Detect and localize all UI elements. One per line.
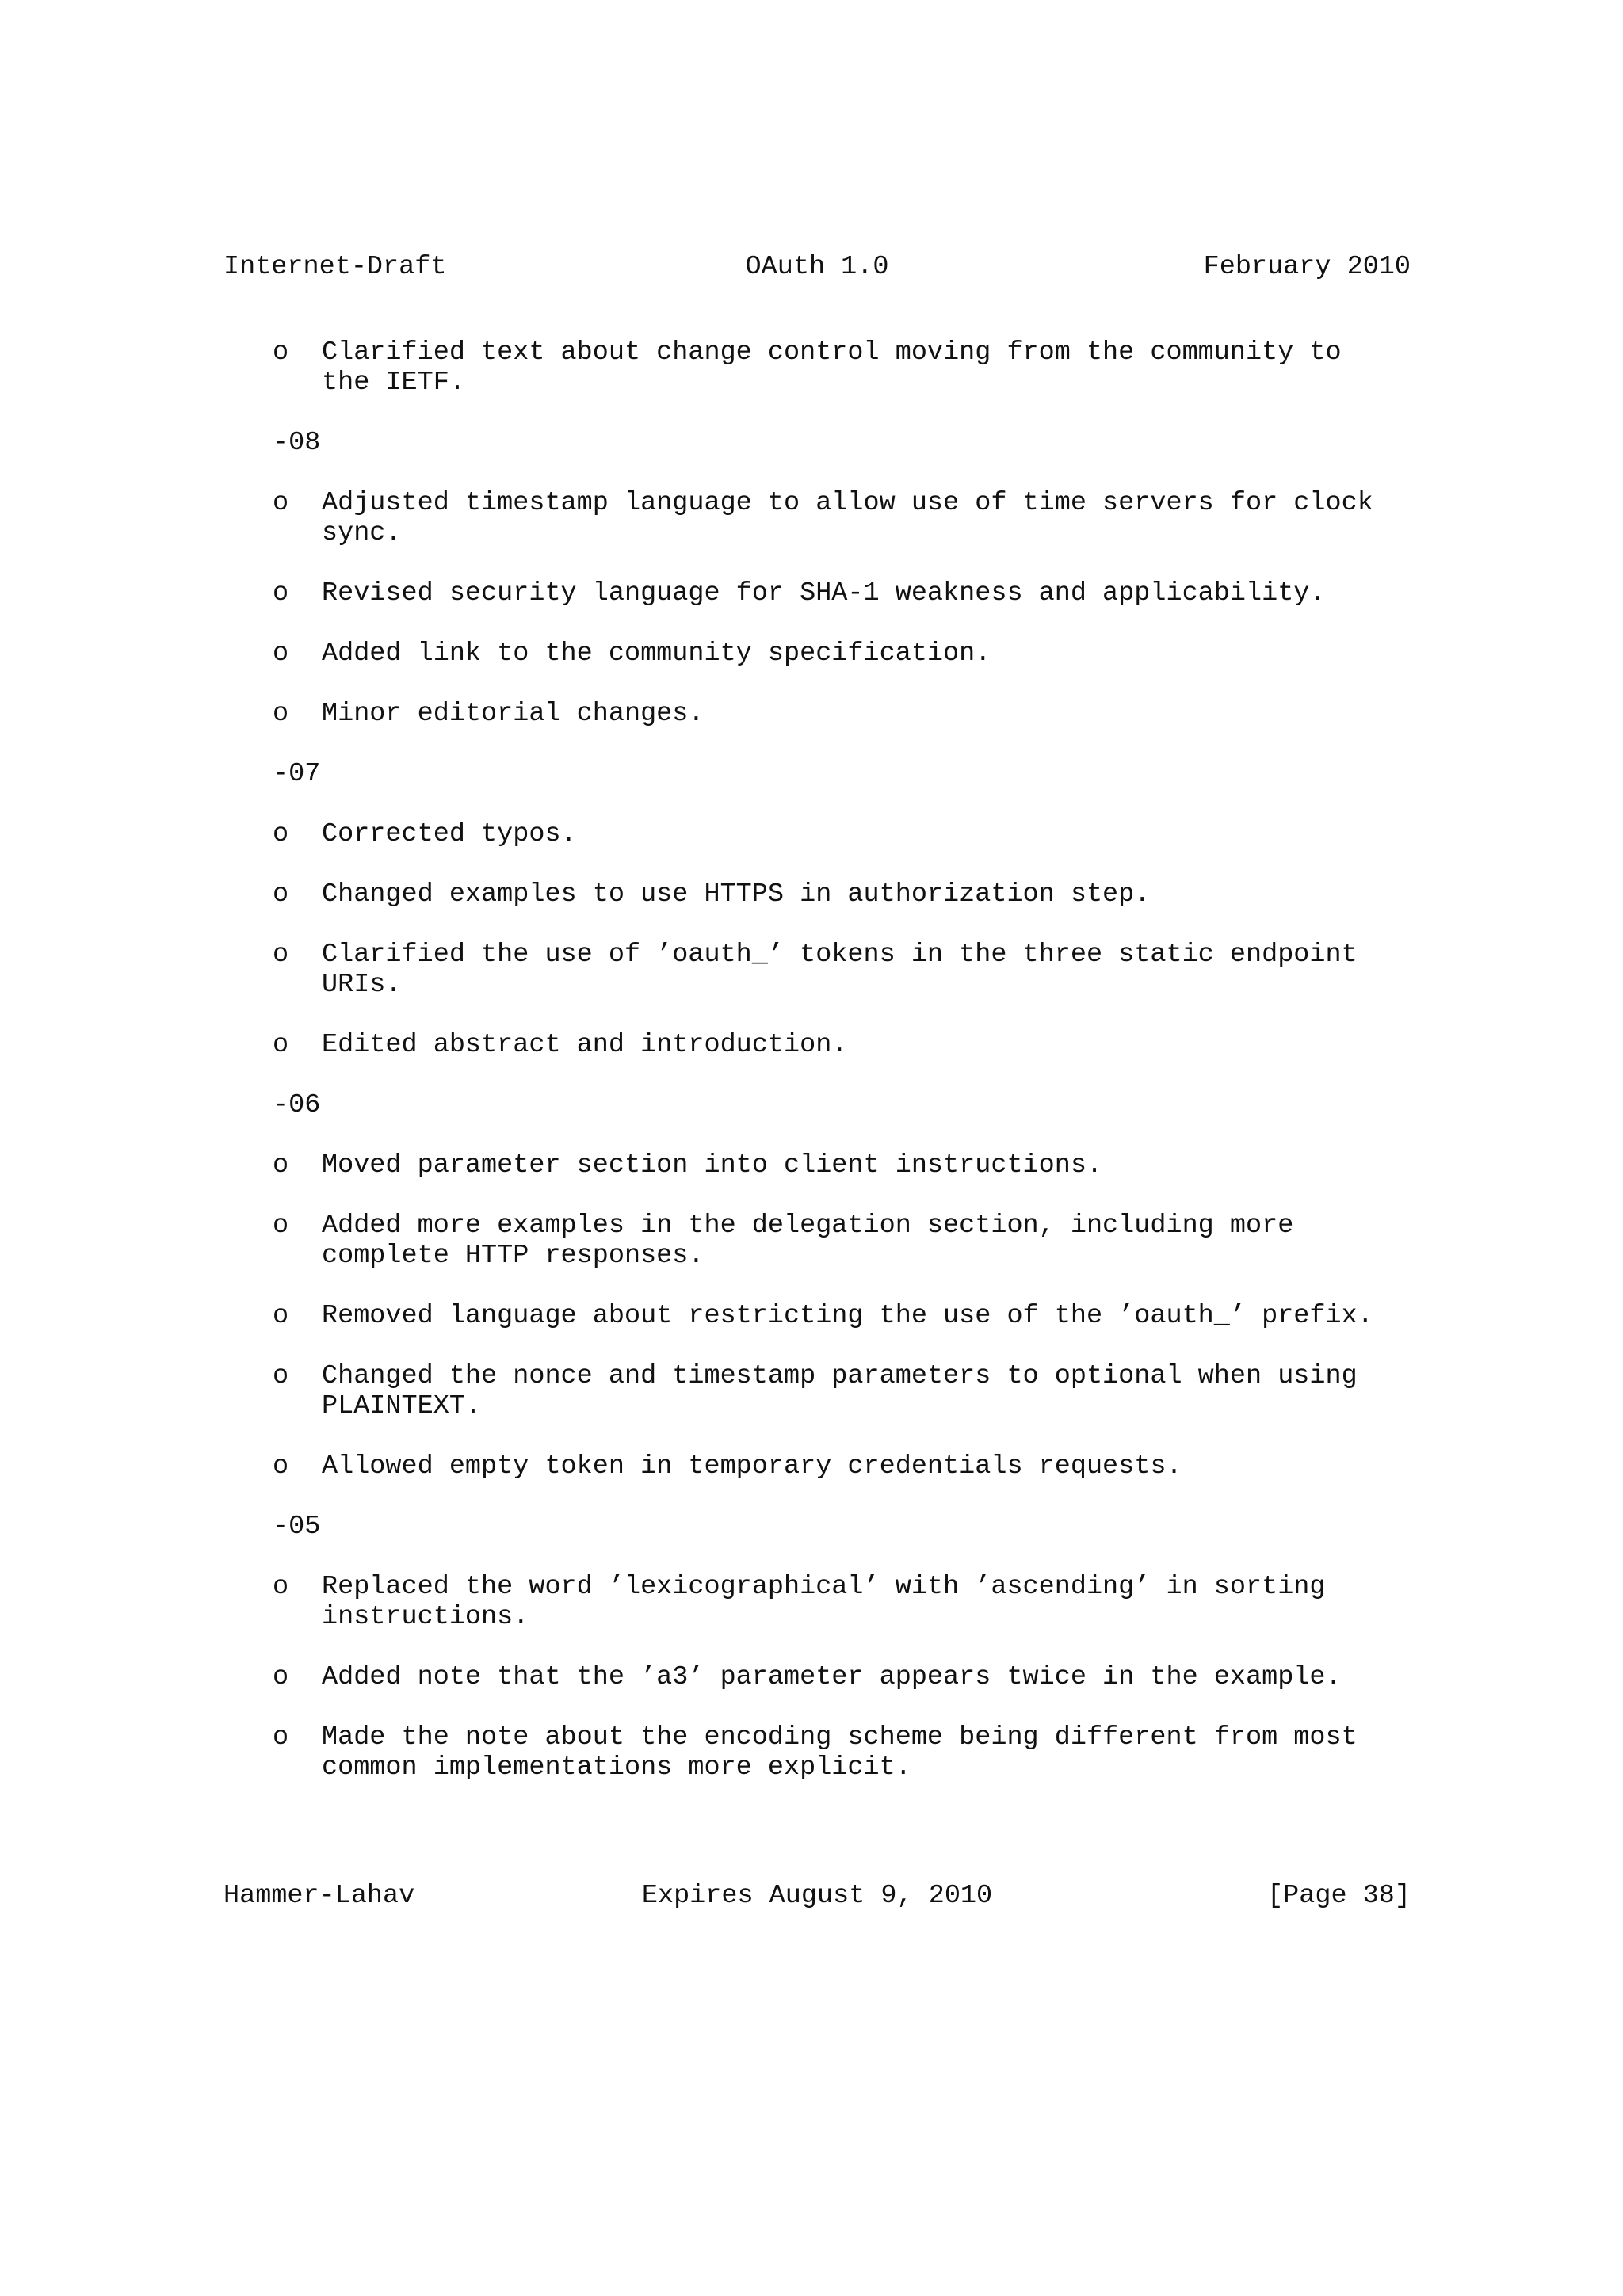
list-item <box>223 1722 1428 1783</box>
page-header <box>223 247 1411 287</box>
bullet: o <box>273 578 289 608</box>
bullet: o <box>273 699 289 729</box>
version-heading: -07 <box>273 759 321 789</box>
list-item <box>223 1150 1428 1180</box>
list-item <box>223 488 1428 548</box>
list-item <box>223 699 1428 729</box>
list-item <box>223 639 1428 669</box>
bullet: o <box>273 338 289 368</box>
item-text: Added more examples in the delegation section, including more complete HTTP responses. <box>322 1211 1294 1271</box>
item-text: Clarified text about change control moving from the community to the IETF. <box>322 338 1342 398</box>
footer-right: [Page 38] <box>1267 1881 1411 1911</box>
item-text: Corrected typos. <box>322 819 577 849</box>
version-heading: -08 <box>273 428 321 458</box>
document-body <box>223 338 1428 1783</box>
list-item <box>223 338 1428 398</box>
header-right: February 2010 <box>1203 252 1411 282</box>
bullet: o <box>273 940 289 970</box>
list-item <box>223 819 1428 849</box>
item-text: Replaced the word ’lexicographical’ with ’ascending’ in sorting instructions. <box>322 1572 1326 1632</box>
item-text: Added link to the community specification. <box>322 639 991 669</box>
item-text: Added note that the ’a3’ parameter appears twice in the example. <box>322 1662 1342 1692</box>
list-item <box>223 1301 1428 1331</box>
item-text: Moved parameter section into client instructions. <box>322 1150 1103 1180</box>
item-text: Minor editorial changes. <box>322 699 705 729</box>
item-text: Revised security language for SHA-1 weakness and applicability. <box>322 578 1326 608</box>
list-item <box>223 1662 1428 1692</box>
item-text: Removed language about restricting the use of the ’oauth_’ prefix. <box>322 1301 1373 1331</box>
item-text: Made the note about the encoding scheme being different from most common implementations more explicit. <box>322 1722 1358 1783</box>
item-text: Edited abstract and introduction. <box>322 1030 848 1060</box>
item-text: Adjusted timestamp language to allow use of time servers for clock sync. <box>322 488 1373 548</box>
bullet: o <box>273 1722 289 1753</box>
item-text: Allowed empty token in temporary credentials requests. <box>322 1451 1182 1482</box>
list-item <box>223 879 1428 910</box>
item-text: Clarified the use of ’oauth_’ tokens in the three static endpoint URIs. <box>322 940 1358 1000</box>
bullet: o <box>273 879 289 910</box>
bullet: o <box>273 1211 289 1241</box>
bullet: o <box>273 1451 289 1482</box>
page-footer <box>223 1876 1411 1916</box>
bullet: o <box>273 639 289 669</box>
list-item <box>223 940 1428 1000</box>
version-heading: -05 <box>273 1512 321 1542</box>
bullet: o <box>273 1572 289 1602</box>
list-item <box>223 1211 1428 1271</box>
bullet: o <box>273 1301 289 1331</box>
list-item <box>223 1030 1428 1060</box>
list-item <box>223 1361 1428 1421</box>
item-text: Changed the nonce and timestamp parameters to optional when using PLAINTEXT. <box>322 1361 1358 1421</box>
header-left: Internet-Draft <box>223 252 447 282</box>
version-heading: -06 <box>273 1090 321 1120</box>
list-item <box>223 1451 1428 1482</box>
list-item <box>223 1572 1428 1632</box>
item-text: Changed examples to use HTTPS in authorization step. <box>322 879 1151 910</box>
bullet: o <box>273 1150 289 1180</box>
bullet: o <box>273 1662 289 1692</box>
bullet: o <box>273 1030 289 1060</box>
footer-center: Expires August 9, 2010 <box>641 1881 993 1911</box>
bullet: o <box>273 488 289 518</box>
list-item <box>223 578 1428 608</box>
bullet: o <box>273 1361 289 1391</box>
footer-left: Hammer-Lahav <box>223 1881 415 1911</box>
header-center: OAuth 1.0 <box>745 252 889 282</box>
bullet: o <box>273 819 289 849</box>
